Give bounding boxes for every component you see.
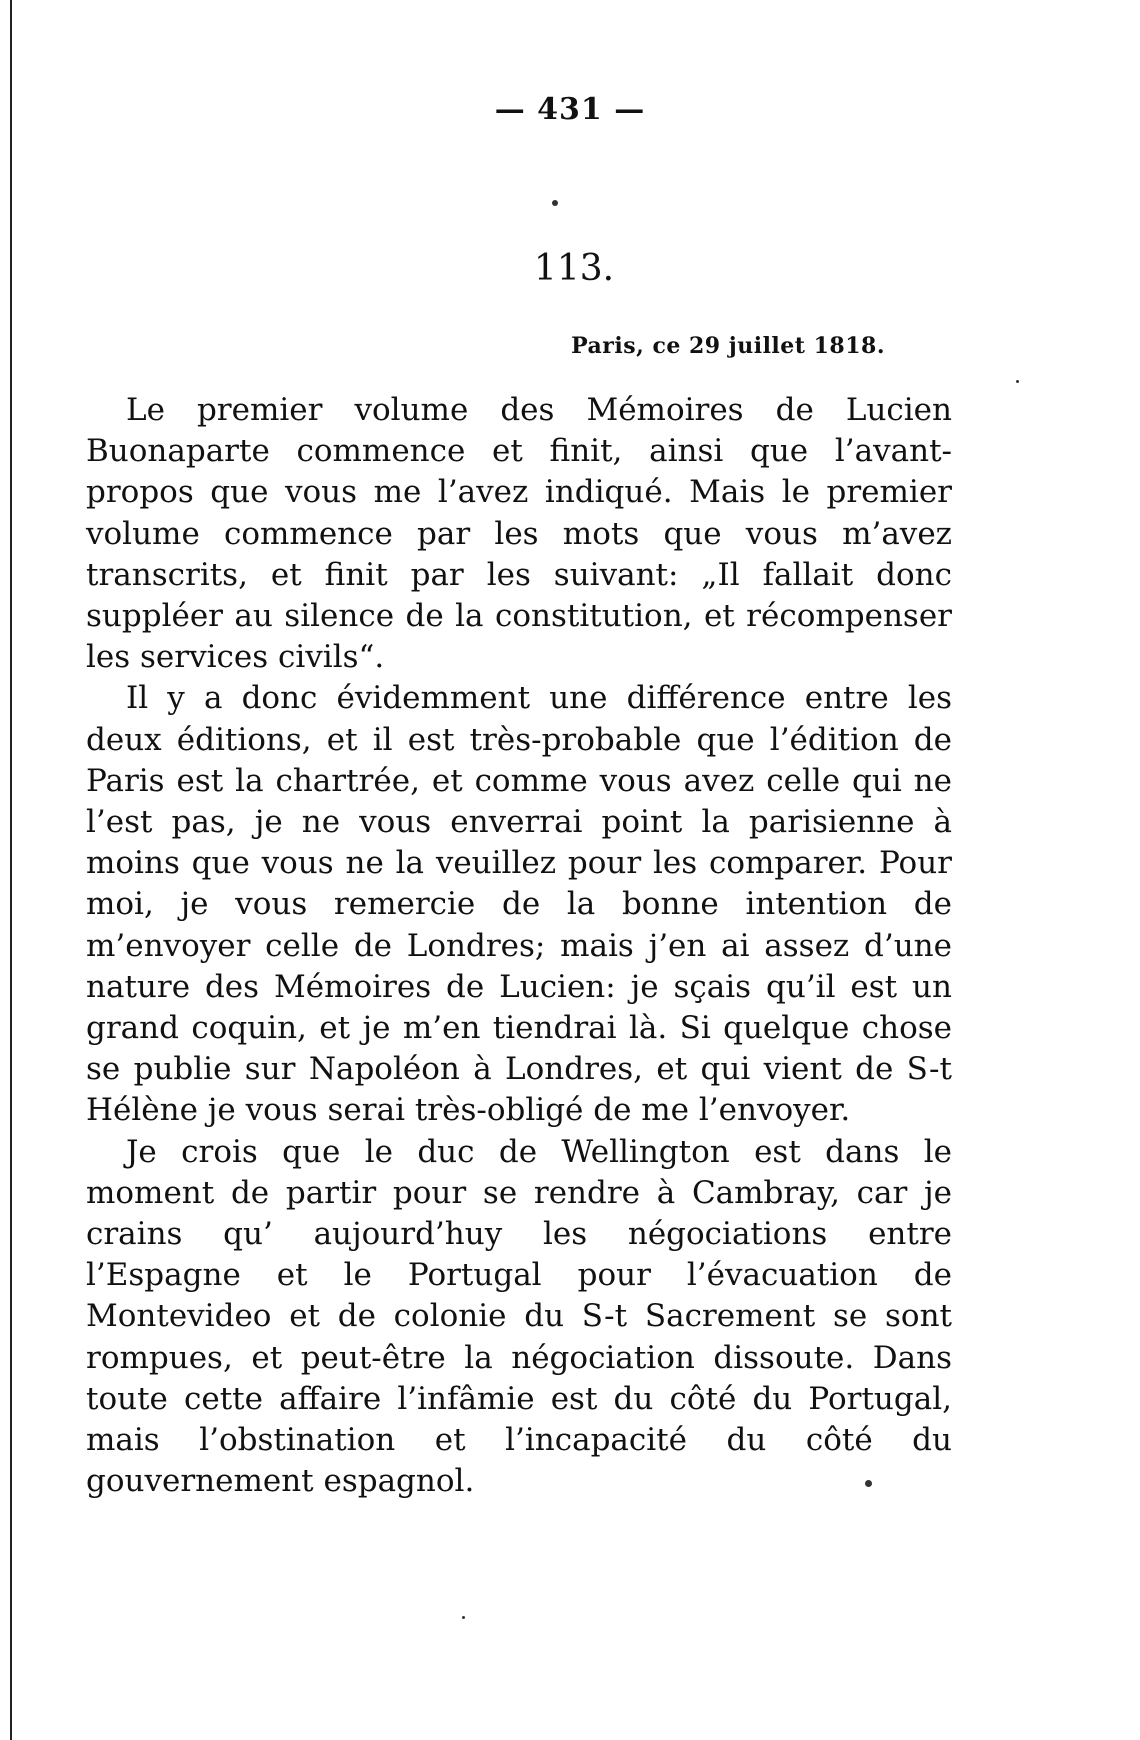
page-number: — 431 — — [494, 92, 646, 127]
letter-number: 113. — [533, 248, 615, 289]
letter-body — [86, 390, 952, 1502]
paragraph-2: Il y a donc évidemment une différence entre les deux éditions, et il est très-probable que l’édition de Paris est la chartrée, et comme vous avez celle qui ne l’est pas, je ne vous enverrai point la parisienne à moins que vous ne la veuillez pour les comparer. Pour moi, je vous remercie de la bonne intention de m’envoyer celle de Londres; mais j’en ai assez d’une nature des Mémoires de Lucien: je sçais qu’il est un grand coquin, et je m’en tiendrai là. Si quelque chose se publie sur Napoléon à Londres, et qui vient de S-t Hélène je vous serai très-obligé de me l’envoyer. — [86, 680, 952, 1129]
paragraph-3: Je crois que le duc de Wellington est dans le moment de partir pour se rendre à Cambray, car je crains qu’ aujourd’huy les négociations entre l’Espagne et le Portugal pour l’évacuation de Montevideo et de colonie du S-t Sacrement se sont rompues, et peut-être la négociation dissoute. Dans toute cette affaire l’infâmie est du côté du Portugal, mais l’obstination et l’incapacité du côté du gouvernement espagnol. — [86, 1133, 952, 1500]
scan-speck — [462, 1616, 465, 1619]
scan-speck — [1016, 380, 1019, 383]
scan-speck — [552, 200, 558, 206]
paragraph-1: Le premier volume des Mémoires de Lucien Buonaparte commence et finit, ainsi que l’avant-propos que vous me l’avez indiqué. Mais le premier volume commence par les mots que vous m’avez transcrits, et finit par les suivant: „Il fallait donc suppléer au silence de la constitution, et récompenser les services civils“. — [86, 392, 952, 676]
scan-speck — [865, 1480, 872, 1487]
dateline: Paris, ce 29 juillet 1818. — [571, 333, 885, 359]
